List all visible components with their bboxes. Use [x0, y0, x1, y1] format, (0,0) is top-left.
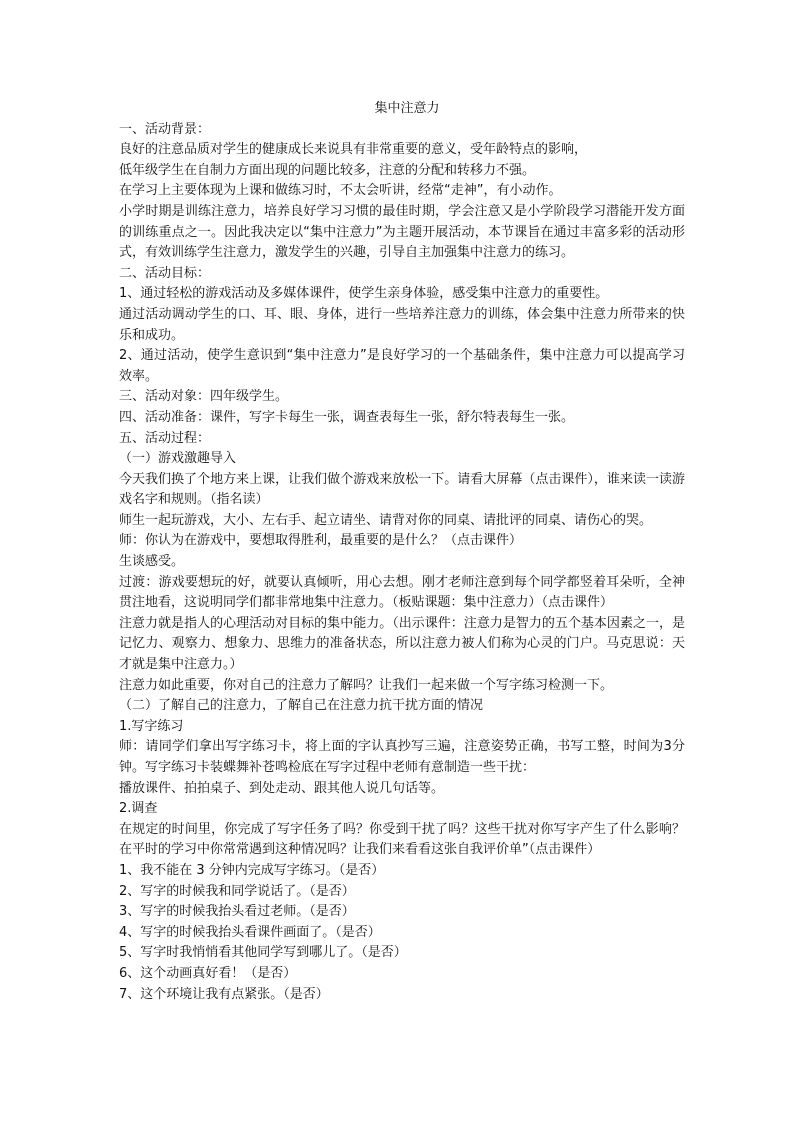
paragraph: 良好的注意品质对学生的健康成长来说具有非常重要的意义，受年龄特点的影响，	[119, 142, 588, 158]
paragraph: 通过活动调动学生的口、耳、眼、身体，进行一些培养注意力的训练，体会集中注意力所带来的快乐和成功。	[119, 306, 685, 343]
paragraph: 2、写字的时候我和同学说话了。（是否）	[119, 883, 355, 899]
paragraph: 师：你认为在游戏中，要想取得胜利，最重要的是什么？（点击课件）	[119, 533, 523, 549]
paragraph: 五、活动过程：	[119, 430, 211, 446]
paragraph-list	[119, 120, 685, 1006]
paragraph: 4、写字的时候我抬头看课件画面了。（是否）	[119, 924, 381, 940]
paragraph: 生谈感受。	[119, 554, 185, 570]
paragraph: 1、我不能在 3 分钟内完成写字练习。（是否）	[119, 862, 385, 878]
paragraph: 师生一起玩游戏，大小、左右手、起立请坐、请背对你的同桌、请批评的同桌、请伤心的哭。	[119, 512, 653, 528]
paragraph: 注意力如此重要，你对自己的注意力了解吗？让我们一起来做一个写字练习检测一下。	[119, 677, 614, 693]
paragraph: 一、活动背景：	[119, 121, 211, 137]
paragraph: 低年级学生在自制力方面出现的问题比较多，注意的分配和转移力不强。	[119, 162, 536, 178]
paragraph: 过渡：游戏要想玩的好，就要认真倾听，用心去想。刚才老师注意到每个同学都竖着耳朵听，全神贯注地看，这说明同学们都非常地集中注意力。（板贴课题：集中注意力）（点击课件）	[119, 574, 685, 611]
document-body	[119, 99, 685, 1005]
paragraph: 小学时期是训练注意力，培养良好学习习惯的最佳时期，学会注意又是小学阶段学习潜能开发方面的训练重点之一。因此我决定以“集中注意力”为主题开展活动，本节课旨在通过丰富多彩的活动形式，有效训练学生注意力，激发学生的兴趣，引导自主加强集中注意力的练习。	[119, 203, 685, 261]
paragraph: 注意力就是指人的心理活动对目标的集中能力。（出示课件：注意力是智力的五个基本因素之一，是记忆力、观察力、想象力、思维力的准备状态，所以注意力被人们称为心灵的门户。马克思说：天才就是集中注意力。）	[119, 615, 685, 673]
paragraph: 在规定的时间里，你完成了写字任务了吗？你受到干扰了吗？这些干扰对你写字产生了什么影响？在平时的学习中你常常遇到这种情况吗？让我们来看看这张自我评价单”（点击课件）	[119, 821, 685, 858]
paragraph: 6、这个动画真好看！（是否）	[119, 965, 297, 981]
paragraph: 师：请同学们拿出写字练习卡，将上面的字认真抄写三遍，注意姿势正确，书写工整，时间为3分钟。写字练习卡装蝶舞补苍鸣检底在写字过程中老师有意制造一些干扰：	[119, 739, 685, 775]
paragraph: 1.写字练习	[119, 718, 184, 734]
paragraph: 2.调查	[119, 801, 158, 817]
paragraph: 二、活动目标：	[119, 265, 211, 281]
paragraph: 5、写字时我悄悄看其他同学写到哪儿了。（是否）	[119, 945, 407, 961]
paragraph: 在学习上主要体现为上课和做练习时，不太会听讲，经常“走神”，有小动作。	[119, 183, 562, 199]
paragraph: 3、写字的时候我抬头看过老师。（是否）	[119, 904, 355, 920]
paragraph: 四、活动准备：课件，写字卡每生一张，调查表每生一张，舒尔特表每生一张。	[119, 409, 575, 425]
paragraph: 今天我们换了个地方来上课，让我们做个游戏来放松一下。请看大屏幕（点击课件），谁来读一读游戏名字和规则。（指名读）	[119, 471, 685, 508]
paragraph: 1、通过轻松的游戏活动及多媒体课件，使学生亲身体验，感受集中注意力的重要性。	[119, 286, 609, 302]
paragraph: 2、通过活动，使学生意识到“集中注意力”是良好学习的一个基础条件，集中注意力可以提高学习效率。	[119, 348, 685, 384]
paragraph: 三、活动对象：四年级学生。	[119, 389, 289, 405]
paragraph: 7、这个环境让我有点紧张。（是否）	[119, 986, 329, 1002]
paragraph: （二）了解自己的注意力，了解自己在注意力抗干扰方面的情况	[119, 698, 484, 714]
document-title: 集中注意力	[374, 101, 440, 116]
paragraph: （一）游戏激趣导入	[119, 451, 237, 467]
paragraph: 播放课件、拍拍桌子、到处走动、跟其他人说几句话等。	[119, 780, 445, 796]
